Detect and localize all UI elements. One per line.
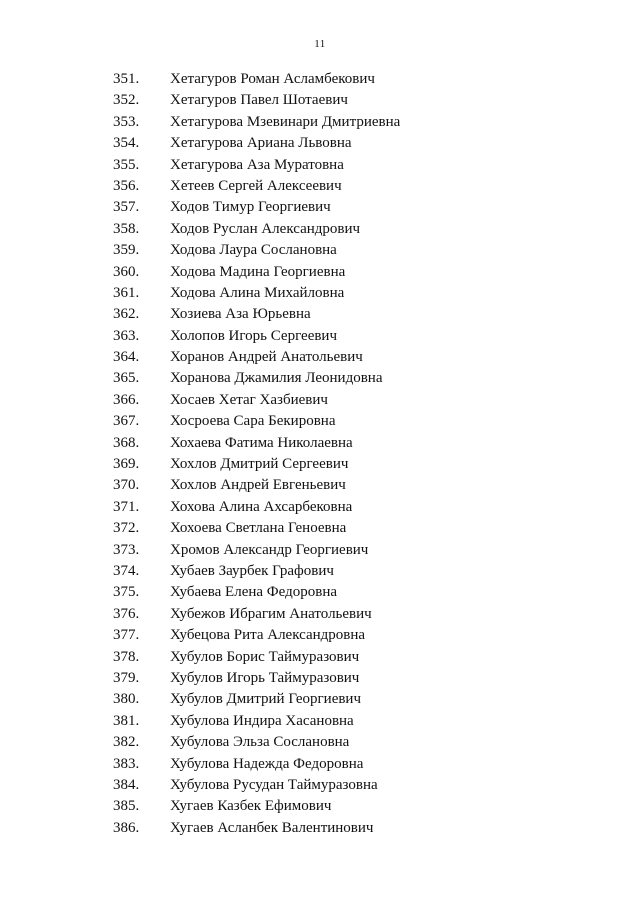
entry-number: 355. (113, 156, 140, 173)
person-name: Хоранова Джамилия Леонидовна (170, 370, 383, 387)
person-name: Хубаев Заурбек Графович (170, 562, 334, 579)
entry-number: 378. (113, 648, 140, 665)
person-name: Ходова Лаура Сослановна (170, 242, 337, 259)
list-item (0, 540, 640, 561)
entry-number: 369. (113, 456, 140, 473)
person-name: Хубежов Ибрагим Анатольевич (170, 605, 372, 622)
name-list (0, 69, 640, 839)
person-name: Хоранов Андрей Анатольевич (170, 349, 363, 366)
list-item (0, 347, 640, 368)
list-item (0, 582, 640, 603)
entry-number: 381. (113, 712, 140, 729)
person-name: Хетагурова Ариана Львовна (170, 135, 352, 152)
list-item (0, 796, 640, 817)
person-name: Холопов Игорь Сергеевич (170, 327, 338, 344)
list-item (0, 518, 640, 539)
entry-number: 385. (113, 798, 140, 815)
entry-number: 359. (113, 242, 140, 259)
person-name: Хосроева Сара Бекировна (170, 413, 336, 430)
person-name: Хосаев Хетаг Хазбиевич (170, 391, 328, 408)
entry-number: 351. (113, 71, 140, 87)
person-name: Хубулова Русудан Таймуразовна (170, 776, 378, 793)
list-item (0, 90, 640, 111)
entry-number: 363. (113, 327, 140, 344)
list-item (0, 475, 640, 496)
person-name: Хохоева Светлана Геноевна (170, 520, 347, 537)
entry-number: 377. (113, 627, 140, 644)
entry-number: 362. (113, 306, 140, 323)
person-name: Хубулов Игорь Таймуразович (170, 669, 360, 686)
entry-number: 366. (113, 391, 140, 408)
list-item (0, 561, 640, 582)
list-item (0, 647, 640, 668)
list-item (0, 176, 640, 197)
person-name: Хохова Алина Ахсарбековна (170, 498, 353, 515)
list-item (0, 390, 640, 411)
entry-number: 365. (113, 370, 140, 387)
person-name: Хохаева Фатима Николаевна (170, 434, 353, 451)
person-name: Хетеев Сергей Алексеевич (170, 177, 342, 194)
person-name: Хугаев Асланбек Валентинович (170, 819, 374, 836)
person-name: Ходов Руслан Александрович (170, 220, 361, 237)
person-name: Хетагуров Павел Шотаевич (170, 92, 348, 109)
list-item (0, 326, 640, 347)
list-item (0, 197, 640, 218)
entry-number: 380. (113, 691, 140, 708)
list-item (0, 497, 640, 518)
person-name: Хубецова Рита Александровна (170, 627, 366, 644)
list-item (0, 604, 640, 625)
entry-number: 386. (113, 819, 140, 836)
person-name: Ходова Алина Михайловна (170, 284, 345, 301)
entry-number: 384. (113, 776, 140, 793)
list-item (0, 818, 640, 839)
entry-number: 367. (113, 413, 140, 430)
entry-number: 353. (113, 113, 140, 130)
entry-number: 360. (113, 263, 140, 280)
person-name: Хетагурова Аза Муратовна (170, 156, 344, 173)
list-item (0, 69, 640, 90)
entry-number: 370. (113, 477, 140, 494)
entry-number: 372. (113, 520, 140, 537)
entry-number: 383. (113, 755, 140, 772)
entry-number: 375. (113, 584, 140, 601)
person-name: Хубулов Дмитрий Георгиевич (170, 691, 362, 708)
person-name: Хетагуров Роман Асламбекович (170, 71, 375, 87)
entry-number: 368. (113, 434, 140, 451)
person-name: Хромов Александр Георгиевич (170, 541, 369, 558)
entry-number: 374. (113, 562, 140, 579)
entry-number: 361. (113, 284, 140, 301)
list-item (0, 732, 640, 753)
list-item (0, 668, 640, 689)
list-item (0, 368, 640, 389)
list-item (0, 775, 640, 796)
entry-number: 371. (113, 498, 140, 515)
list-item (0, 240, 640, 261)
list-item (0, 411, 640, 432)
person-name: Хубулова Надежда Федоровна (170, 755, 364, 772)
person-name: Хугаев Казбек Ефимович (170, 798, 332, 815)
list-item (0, 112, 640, 133)
person-name: Ходов Тимур Георгиевич (170, 199, 331, 216)
list-item (0, 155, 640, 176)
list-item (0, 262, 640, 283)
list-item (0, 625, 640, 646)
person-name: Ходова Мадина Георгиевна (170, 263, 346, 280)
entry-number: 382. (113, 734, 140, 751)
entry-number: 358. (113, 220, 140, 237)
entry-number: 352. (113, 92, 140, 109)
entry-number: 354. (113, 135, 140, 152)
list-item (0, 711, 640, 732)
list-item (0, 283, 640, 304)
entry-number: 357. (113, 199, 140, 216)
person-name: Хубаева Елена Федоровна (170, 584, 338, 601)
person-name: Хозиева Аза Юрьевна (170, 306, 311, 323)
entry-number: 376. (113, 605, 140, 622)
list-item (0, 454, 640, 475)
person-name: Хохлов Андрей Евгеньевич (170, 477, 346, 494)
person-name: Хубулова Эльза Сослановна (170, 734, 350, 751)
person-name: Хубулов Борис Таймуразович (170, 648, 360, 665)
list-item (0, 433, 640, 454)
entry-number: 356. (113, 177, 140, 194)
list-item (0, 133, 640, 154)
person-name: Хубулова Индира Хасановна (170, 712, 354, 729)
entry-number: 364. (113, 349, 140, 366)
entry-number: 373. (113, 541, 140, 558)
list-item (0, 304, 640, 325)
person-name: Хетагурова Мзевинари Дмитриевна (170, 113, 401, 130)
list-item (0, 754, 640, 775)
list-item (0, 689, 640, 710)
list-item (0, 219, 640, 240)
page-number: 11 (314, 38, 326, 50)
entry-number: 379. (113, 669, 140, 686)
person-name: Хохлов Дмитрий Сергеевич (170, 456, 349, 473)
